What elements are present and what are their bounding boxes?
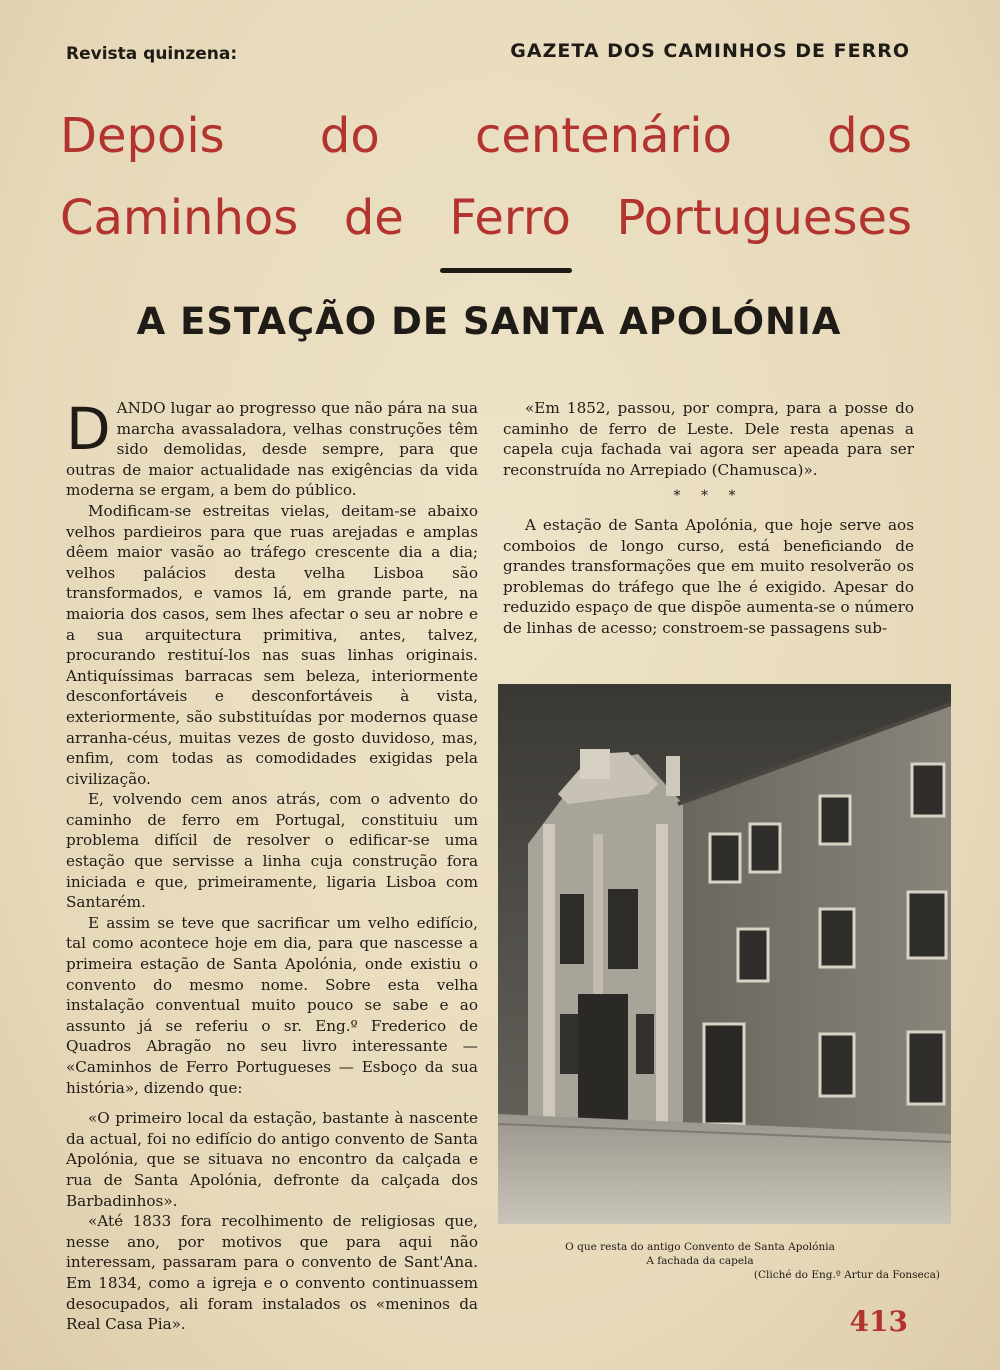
caption-line-1: O que resta do antigo Convento de Santa Apolónia xyxy=(565,1241,835,1253)
running-header-left: Revista quinzena: xyxy=(66,44,238,64)
running-header-right: GAZETA DOS CAMINHOS DE FERRO xyxy=(510,40,910,62)
quote-paragraph-3: «Em 1852, passou, por compra, para a posse do caminho de ferro de Leste. Dele resta apenas a capela cuja fachada vai agora ser apeada para ser reconstruída no Arrepiado (Chamusca)». xyxy=(503,399,914,479)
paragraph-3: E, volvendo cem anos atrás, com o advento do caminho de ferro em Portugal, constituiu um problema difícil de resolver o edificar-se uma estação que servisse a linha cuja construção fora iniciada e que, primeiramente, ligaria Lisboa com Santarém. xyxy=(66,790,478,912)
building-photo-icon xyxy=(498,684,951,1224)
section-separator: * * * xyxy=(673,488,744,505)
article-title-line-1: Depois do centenário dos xyxy=(60,108,912,164)
drop-cap: D xyxy=(66,395,111,463)
caption-credit: (Cliché do Eng.º Artur da Fonseca) xyxy=(753,1269,940,1281)
title-divider xyxy=(440,268,572,273)
paragraph-5: A estação de Santa Apolónia, que hoje serve aos comboios de longo curso, está beneficiando de grandes transformações que em muito resolverão os problemas do tráfego que lhe é exigido. Apesar do reduzido espaço de que dispõe aumenta-se o número de linhas de acesso; constroem-se passagens sub- xyxy=(503,515,914,637)
caption-line-2: A fachada da capela xyxy=(646,1255,754,1267)
paragraph-4: E assim se teve que sacrificar um velho edifício, tal como acontece hoje em dia, para que nascesse a primeira estação de Santa Apolónia, onde existiu o convento do mesmo nome. Sobre esta velha instalação conventual muito pouco se sabe e ao assunto já se referiu o sr. Eng.º Frederico de Quadros Abragão no seu livro interessante — «Caminhos de Ferro Portugueses — Esboço da sua história», dizendo que: xyxy=(66,913,478,1097)
left-text-column xyxy=(66,395,478,1335)
quote-paragraph-2: «Até 1833 fora recolhimento de religiosas que, nesse ano, por motivos que para aqui não interessam, passaram para o convento de Sant'Ana. Em 1834, como a igreja e o convento continuassem desocupados, ali foram instalados os «meninos da Real Casa Pia». xyxy=(66,1212,478,1334)
photo-caption xyxy=(520,1240,940,1282)
quote-paragraph-1: «O primeiro local da estação, bastante à nascente da actual, foi no edifício do antigo convento de Santa Apolónia, que se situava no encontro da calçada e rua de Santa Apolónia, defronte da calçada dos Barbadinhos». xyxy=(66,1109,478,1210)
paragraph-1-text: ANDO lugar ao progresso que não pára na sua marcha avassaladora, velhas construções têm sido demolidas, desde sempre, para que outras de maior actualidade nas exigências da vida moderna se ergam, a bem do público. xyxy=(66,399,478,500)
article-title-line-2: Caminhos de Ferro Portugueses xyxy=(60,190,912,246)
building-photo xyxy=(498,684,951,1224)
paragraph-1 xyxy=(66,395,478,501)
page-number: 413 xyxy=(849,1305,908,1338)
article-subtitle: A ESTAÇÃO DE SANTA APOLÓNIA xyxy=(136,300,842,343)
right-text-column xyxy=(503,398,914,639)
paragraph-2: Modificam-se estreitas vielas, deitam-se abaixo velhos pardieiros para que ruas arejadas e amplas dêem maior vasão ao tráfego crescente dia a dia; velhos palácios desta velha Lisboa são transformados, e vamos lá, em grande parte, na maioria dos casos, sem lhes afectar o seu ar nobre e a sua arquitectura primitiva, antes, talvez, procurando restituí-los nas suas linhas originais. Antiquíssimas barracas sem beleza, interiormente desconfortáveis e desconfortáveis à vista, exteriormente, são substituídas por modernos quase arranha-céus, muitas vezes de gosto duvidoso, mas, enfim, com todas as comodidades exigidas pela civilização. xyxy=(66,501,478,788)
